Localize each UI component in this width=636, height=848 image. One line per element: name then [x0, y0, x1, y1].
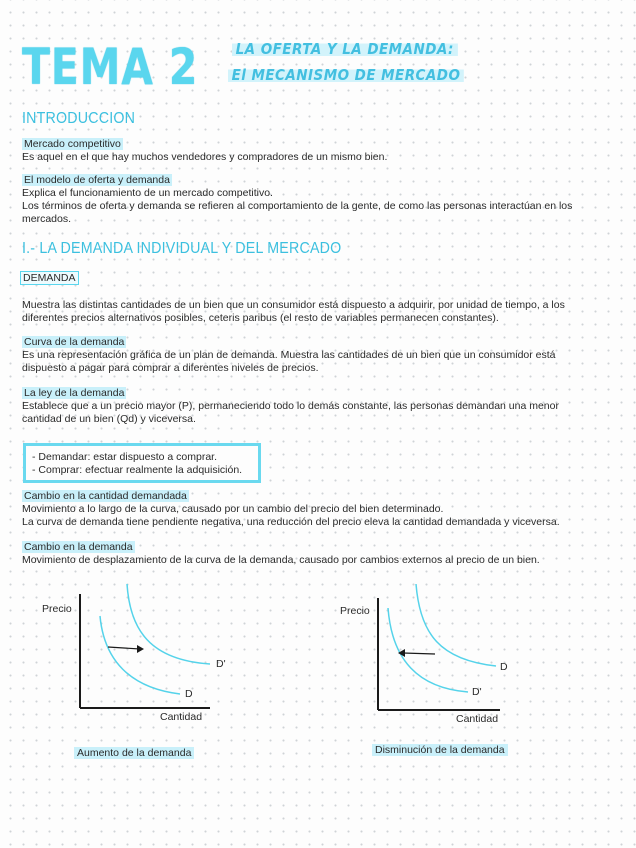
- cambio-demanda-label: Cambio en la demanda: [24, 541, 133, 553]
- left-curve-lower-label: D: [185, 688, 193, 700]
- section-heading-demanda: I.- LA DEMANDA INDIVIDUAL Y DEL MERCADO: [22, 240, 342, 257]
- subtitle-line-2: El MECANISMO DE MERCADO: [228, 66, 464, 84]
- left-curve-d-prime: [127, 584, 210, 664]
- curva-text-2: dispuesto a pagar para comprar a diferentes niveles de precios.: [22, 362, 319, 374]
- callout-line-demandar: - Demandar: estar dispuesto a comprar.: [32, 451, 218, 463]
- right-shift-arrow: [403, 653, 435, 654]
- left-arrow-head: [137, 645, 144, 653]
- left-x-label: Cantidad: [160, 711, 203, 723]
- cambio-cantidad-label: Cambio en la cantidad demandada: [24, 490, 187, 502]
- right-curve-d-prime: [388, 608, 468, 692]
- intro-heading: INTRODUCCION: [22, 110, 136, 127]
- cambio-cantidad-text-2: La curva de demanda tiene pendiente negativa, una reducción del precio eleva la cantidad demandada y viceversa.: [22, 516, 560, 528]
- right-graph-caption: Disminución de la demanda: [372, 744, 508, 756]
- page-title: TEMA 2: [22, 38, 199, 96]
- mercado-text: Es aquel en el que hay muchos vendedores y compradores de un mismo bien.: [22, 151, 388, 163]
- left-y-label: Precio: [42, 603, 72, 615]
- demanda-box: DEMANDA: [20, 271, 79, 285]
- demanda-text-2: diferentes precios alternativos posibles, ceteris paribus (el resto de variables permanecen constantes).: [22, 312, 499, 324]
- mercado-label: Mercado competitivo: [24, 138, 121, 150]
- left-curve-upper-label: D': [216, 658, 226, 670]
- ley-label: La ley de la demanda: [24, 387, 125, 399]
- subtitle-line-1: LA OFERTA Y LA DEMANDA:: [232, 40, 457, 58]
- right-curve-lower-label: D': [472, 686, 482, 698]
- modelo-text-2: Los términos de oferta y demanda se refieren al comportamiento de la gente, de como las personas interactúan en los: [22, 200, 573, 212]
- modelo-text-1: Explica el funcionamiento de un mercado competitivo.: [22, 187, 273, 199]
- modelo-label: El modelo de oferta y demanda: [24, 174, 170, 186]
- ley-text-2: cantidad de un bien (Qd) y viceversa.: [22, 413, 196, 425]
- cambio-demanda-text: Movimiento de desplazamiento de la curva de la demanda, causado por cambios externos al precio de un bien.: [22, 554, 540, 566]
- left-shift-arrow: [108, 647, 140, 649]
- right-x-label: Cantidad: [456, 713, 499, 725]
- cambio-cantidad-text-1: Movimiento a lo largo de la curva, causado por un cambio del precio del bien determinado.: [22, 503, 444, 515]
- curva-text-1: Es una representación gráfica de un plan de demanda. Muestra las cantidades de un bien que un consumidor está: [22, 349, 556, 361]
- callout-line-comprar: - Comprar: efectuar realmente la adquisición.: [32, 464, 243, 476]
- ley-text-1: Establece que a un precio mayor (P), permaneciendo todo lo demás constante, las personas demandan una menor: [22, 400, 559, 412]
- modelo-text-3: mercados.: [22, 213, 72, 225]
- curva-label: Curva de la demanda: [24, 336, 125, 348]
- demanda-text-1: Muestra las distintas cantidades de un bien que un consumidor está dispuesto a adquirir, por unidad de tiempo, a los: [22, 299, 565, 311]
- right-y-label: Precio: [340, 605, 370, 617]
- left-graph-caption: Aumento de la demanda: [74, 747, 194, 759]
- right-curve-upper-label: D: [500, 661, 508, 673]
